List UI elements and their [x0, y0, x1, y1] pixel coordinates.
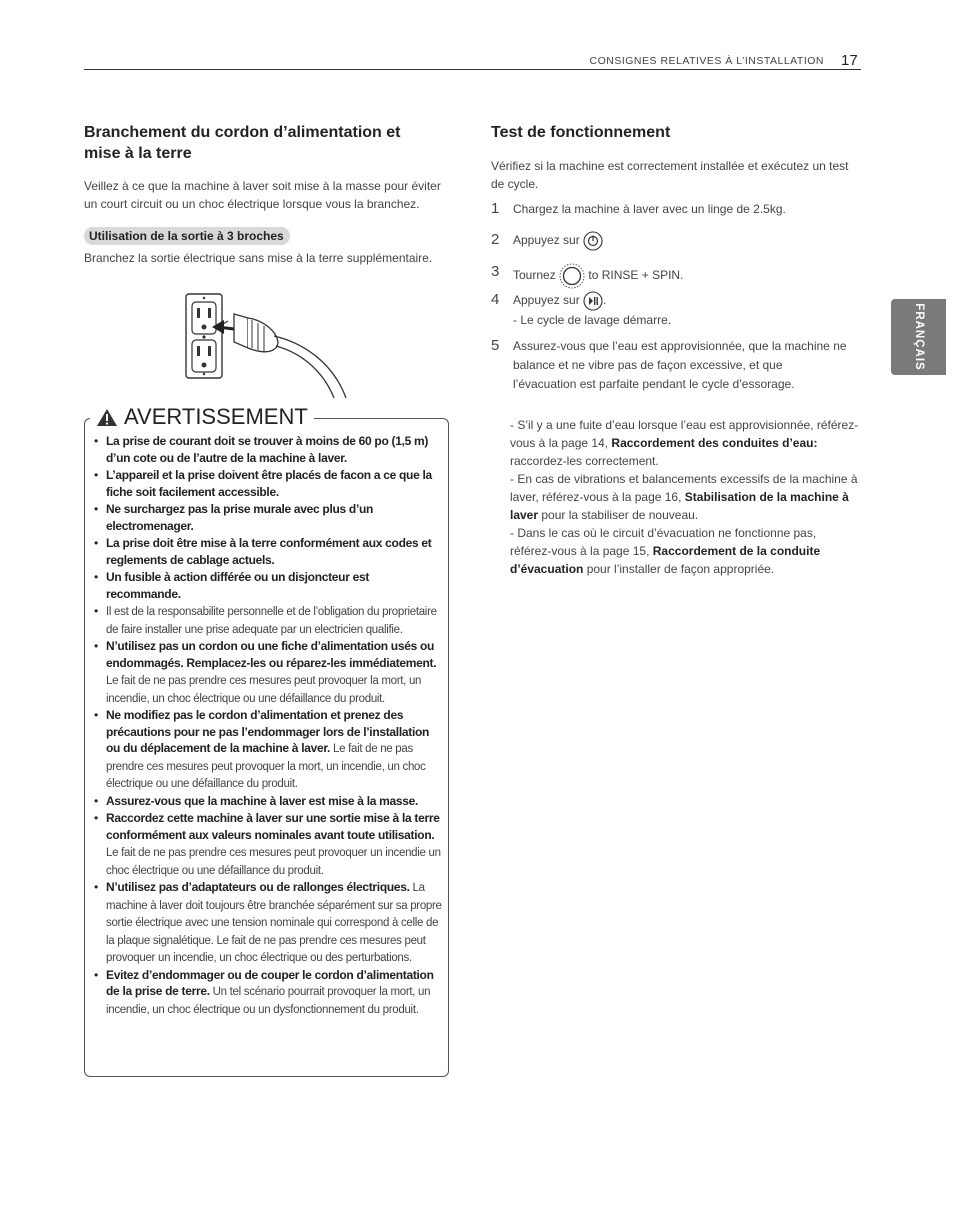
- left-column: [84, 120, 450, 267]
- test-title: Test de fonctionnement: [491, 124, 671, 141]
- power-button-icon: [583, 231, 603, 251]
- warning-item: • Il est de la responsabilite personnelle et de l’obligation du proprietaire de faire installer une prise adequate par un electricien qualifie.: [92, 603, 444, 638]
- page-number: 17: [841, 52, 858, 69]
- section-title-line2: mise à la terre: [84, 145, 192, 162]
- subsection-text: Branchez la sortie électrique sans mise à la terre supplémentaire.: [84, 251, 433, 265]
- warning-list: [92, 433, 444, 1018]
- warning-triangle-icon: [96, 408, 118, 427]
- warning-item: • Evitez d’endommager ou de couper le cordon d’alimentation de la prise de terre. Un tel scénario pourrait provoquer la mort, un incendie, un choc électrique ou un dysfonctionnement du produit.: [92, 967, 444, 1019]
- language-tab-label: FRANÇAIS: [912, 303, 925, 371]
- language-tab: [891, 299, 946, 375]
- grounding-intro: Veillez à ce que la machine à laver soit mise à la masse pour éviter un court circuit ou un choc électrique lorsque vous la branchez.: [84, 179, 441, 211]
- section-title-line1: Branchement du cordon d’alimentation et: [84, 124, 401, 141]
- cycle-dial-icon: [559, 263, 585, 289]
- warning-title: [90, 404, 314, 430]
- warning-item: • Un fusible à action différée ou un disjoncteur est recommande.: [92, 569, 444, 603]
- warning-item: • Ne surchargez pas la prise murale avec plus d’un electromenager.: [92, 501, 444, 535]
- warning-item: • Raccordez cette machine à laver sur une sortie mise à la terre conformément aux valeurs nominales avant toute utilisation. Le fait de ne pas prendre ces mesures peut provoquer un incendie un choc électrique ou une défaillance du produit.: [92, 810, 444, 879]
- note-drain: - Dans le cas où le circuit d’évacuation ne fonctionne pas, référez-vous à la page 15, Raccordement de la conduite d’évacuation pour l’installer de façon appropriée.: [510, 526, 821, 576]
- header-divider: [84, 69, 861, 70]
- header-section-title: CONSIGNES RELATIVES À L’INSTALLATION: [589, 55, 824, 67]
- right-column: [491, 120, 861, 193]
- start-pause-button-icon: [583, 291, 603, 311]
- warning-item: • N’utilisez pas d’adaptateurs ou de rallonges électriques. La machine à laver doit toujours être branchée séparément sur sa propre sortie électrique avec une tension nominale qui correspond à celle de la plaque signalétique. Le fait de ne pas prendre ces mesures peut provoquer un incendie, un choc électrique ou des perturbations.: [92, 879, 444, 967]
- subsection-heading: Utilisation de la sortie à 3 broches: [84, 227, 290, 245]
- note-vibration: - En cas de vibrations et balancements excessifs de la machine à laver, référez-vous à la page 16, Stabilisation de la machine à laver pour la stabiliser de nouveau.: [510, 472, 858, 522]
- warning-item: • La prise doit être mise à la terre conformément aux codes et reglements de cablage actuels.: [92, 535, 444, 569]
- warning-item: • N’utilisez pas un cordon ou une fiche d’alimentation usés ou endommagés. Remplacez-les ou réparez-les immédiatement. Le fait de ne pas prendre ces mesures peut provoquer la mort, un incendie, un choc électrique ou une défaillance du produit.: [92, 638, 444, 707]
- warning-item: • L’appareil et la prise doivent être placés de facon a ce que la fiche soit facilement accessible.: [92, 467, 444, 501]
- note-water-leak: - S’il y a une fuite d’eau lorsque l’eau est approvisionnée, référez-vous à la page 14, Raccordement des conduites d’eau: raccordez-les correctement.: [510, 418, 859, 468]
- warning-item: • La prise de courant doit se trouver à moins de 60 po (1,5 m) d’un cote ou de l’autre de la machine à laver.: [92, 433, 444, 467]
- step-4-subtext: - Le cycle de lavage démarre.: [513, 313, 672, 327]
- test-intro: Vérifiez si la machine est correctement installée et exécutez un test de cycle.: [491, 159, 849, 191]
- warning-item: • Assurez-vous que la machine à laver est mise à la masse.: [92, 793, 444, 811]
- warning-title-text: AVERTISSEMENT: [124, 404, 308, 429]
- outlet-plug-illustration: [182, 290, 352, 400]
- warning-item: • Ne modifiez pas le cordon d’alimentation et prenez des précautions pour ne pas l’endommager lors de l’installation ou du déplacement de la machine à laver. Le fait de ne pas prendre ces mesures peut provoquer la mort, un incendie, un choc électrique ou une défaillance du produit.: [92, 707, 444, 793]
